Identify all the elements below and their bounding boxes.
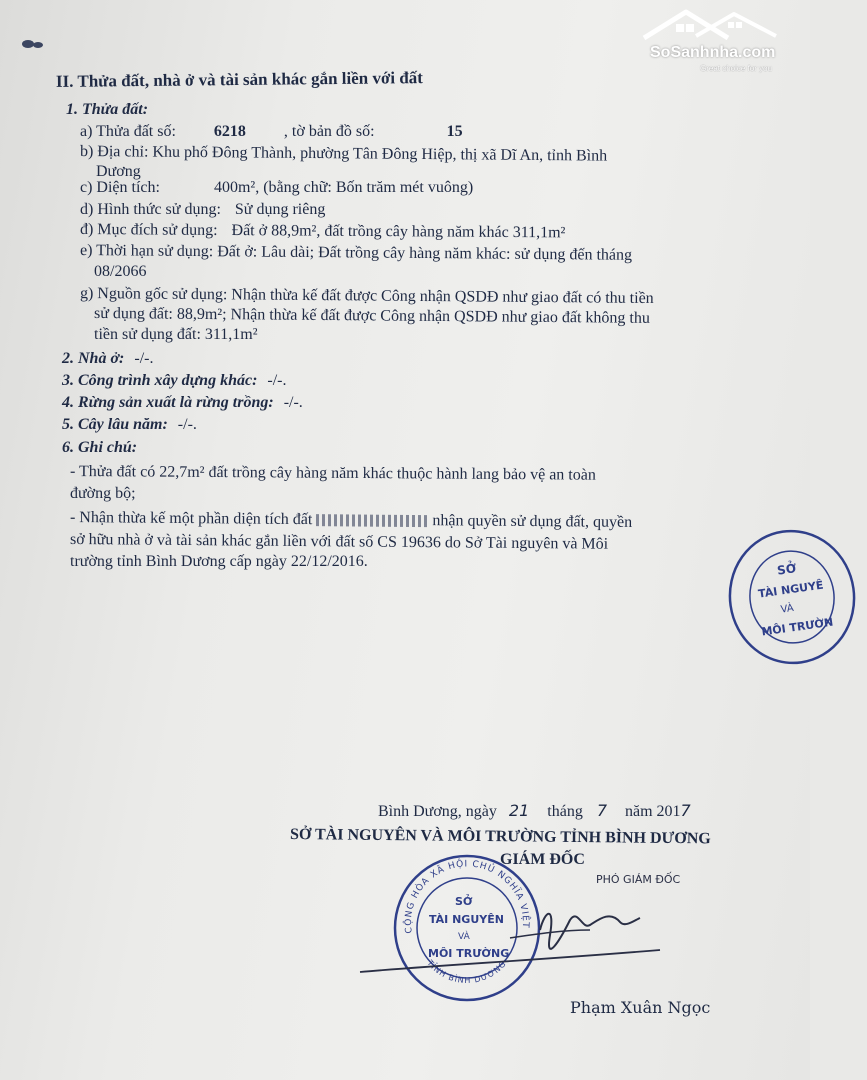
place-date-prefix: Bình Dương, ngày <box>378 803 497 820</box>
house-label: 2. Nhà ở: <box>62 350 125 367</box>
watermark-tagline: Great choice for you <box>700 64 773 73</box>
date-month-label: tháng <box>547 803 583 820</box>
svg-text:MÔI TRƯỜN: MÔI TRƯỜN <box>760 615 834 639</box>
perennial-label: 5. Cây lâu năm: <box>62 416 168 433</box>
notes-heading: 6. Ghi chú: <box>62 439 138 456</box>
usage-purpose-value: Đất ở 88,9m², đất trồng cây hàng năm khác 311,1m² <box>231 222 566 242</box>
side-seal-stamp <box>718 519 866 676</box>
forest-label: 4. Rừng sản xuất là rừng trồng: <box>62 394 274 411</box>
seal-inner-1: SỞ <box>455 895 473 908</box>
usage-form-label: d) Hình thức sử dụng: <box>80 201 221 218</box>
area-value: 400m², (bằng chữ: Bốn trăm mét vuông) <box>213 179 474 196</box>
perennial-row <box>62 415 197 435</box>
svg-text:VÀ: VÀ <box>779 602 795 616</box>
section-title: II. Thửa đất, nhà ở và tài sản khác gắn liền với đất <box>55 68 424 91</box>
origin-line-1: g) Nguồn gốc sử dụng: Nhận thừa kế đất được Công nhận QSDĐ như giao đất có thu tiền <box>79 285 654 308</box>
note-2-line-2: sở hữu nhà ở và tài sản khác gắn liền với đất số CS 19636 do Sở Tài nguyên và Môi <box>69 531 609 553</box>
watermark-brand: SoSanhnha.com <box>650 44 776 61</box>
parcel-heading: 1. Thửa đất: <box>66 101 149 118</box>
area-row <box>80 178 473 198</box>
signer-role-stamp: PHÓ GIÁM ĐỐC <box>596 873 681 886</box>
handwritten-signature <box>360 880 680 980</box>
agency-name: SỞ TÀI NGUYÊN VÀ MÔI TRƯỜNG TỈNH BÌNH DƯƠNG <box>289 826 711 848</box>
ink-mark-icon <box>20 38 46 50</box>
house-row <box>62 349 153 369</box>
forest-row <box>62 393 303 413</box>
note-2-line-1 <box>70 508 632 533</box>
construction-value: -/-. <box>267 372 287 389</box>
origin-line-3: tiền sử dụng đất: 311,1m² <box>94 326 258 343</box>
usage-form-row <box>80 200 325 220</box>
house-value: -/-. <box>134 350 154 367</box>
forest-value: -/-. <box>283 394 303 411</box>
watermark-logo <box>636 6 786 76</box>
map-sheet-value: 15 <box>446 123 463 140</box>
seal-bottom-text: TỈNH BÌNH DƯƠNG <box>425 958 509 986</box>
signer-role: GIÁM ĐỐC <box>500 851 585 868</box>
origin-line-2: sử dụng đất: 88,9m²; Nhận thừa kế đất được Công nhận QSDĐ như giao đất không thu <box>93 305 650 327</box>
house-roof-icon <box>636 6 786 46</box>
usage-form-value: Sử dụng riêng <box>234 201 326 218</box>
svg-text:SỞ: SỞ <box>776 561 798 578</box>
date-year-last: 7 <box>680 801 691 820</box>
construction-row <box>62 371 287 391</box>
place-date-line <box>378 801 691 822</box>
seal-inner-3: VÀ <box>458 932 470 942</box>
area-label: c) Diện tích: <box>80 179 160 196</box>
parcel-number-row <box>80 122 463 142</box>
usage-term-line-1: e) Thời hạn sử dụng: Đất ở: Lâu dài; Đất trồng cây hàng năm khác: sử dụng đến tháng <box>79 242 633 264</box>
seal-inner-4: MÔI TRƯỜNG <box>428 947 510 960</box>
address-line-1: b) Địa chỉ: Khu phố Đông Thành, phường Tân Đông Hiệp, thị xã Dĩ An, tỉnh Bình <box>79 143 608 165</box>
date-day: 21 <box>508 801 530 820</box>
note-2-line-1-start: - Nhận thừa kế một phần diện tích đất <box>69 509 313 529</box>
note-1-line-1: - Thửa đất có 22,7m² đất trồng cây hàng năm khác thuộc hành lang bảo vệ an toàn <box>69 463 596 484</box>
usage-term-line-2: 08/2066 <box>94 263 147 280</box>
parcel-number-value: 6218 <box>213 123 246 140</box>
note-2-line-1-end: nhận quyền sử dụng đất, quyền <box>432 512 633 531</box>
perennial-value: -/-. <box>177 416 197 433</box>
address-line-2: Dương <box>96 163 141 180</box>
svg-text:TÀI NGUYÊ: TÀI NGUYÊ <box>757 578 825 601</box>
date-year-label: năm 201 <box>625 803 681 820</box>
note-2-line-3: trường tỉnh Bình Dương cấp ngày 22/12/2016. <box>70 553 368 570</box>
usage-purpose-label: đ) Mục đích sử dụng: <box>79 221 218 239</box>
seal-inner-2: TÀI NGUYÊN <box>429 913 504 926</box>
date-month: 7 <box>596 801 607 820</box>
signer-name: Phạm Xuân Ngọc <box>570 998 711 1017</box>
seal-outer-text: CỘNG HÒA XÃ HỘI CHỦ NGHĨA VIỆT NAM <box>387 846 531 934</box>
usage-purpose-row <box>80 220 566 243</box>
overwritten-text <box>316 514 428 527</box>
construction-label: 3. Công trình xây dựng khác: <box>62 372 258 389</box>
parcel-number-label: a) Thửa đất số: <box>80 123 176 140</box>
map-sheet-label: , tờ bản đồ số: <box>283 123 375 140</box>
note-1-line-2: đường bộ; <box>70 485 136 502</box>
